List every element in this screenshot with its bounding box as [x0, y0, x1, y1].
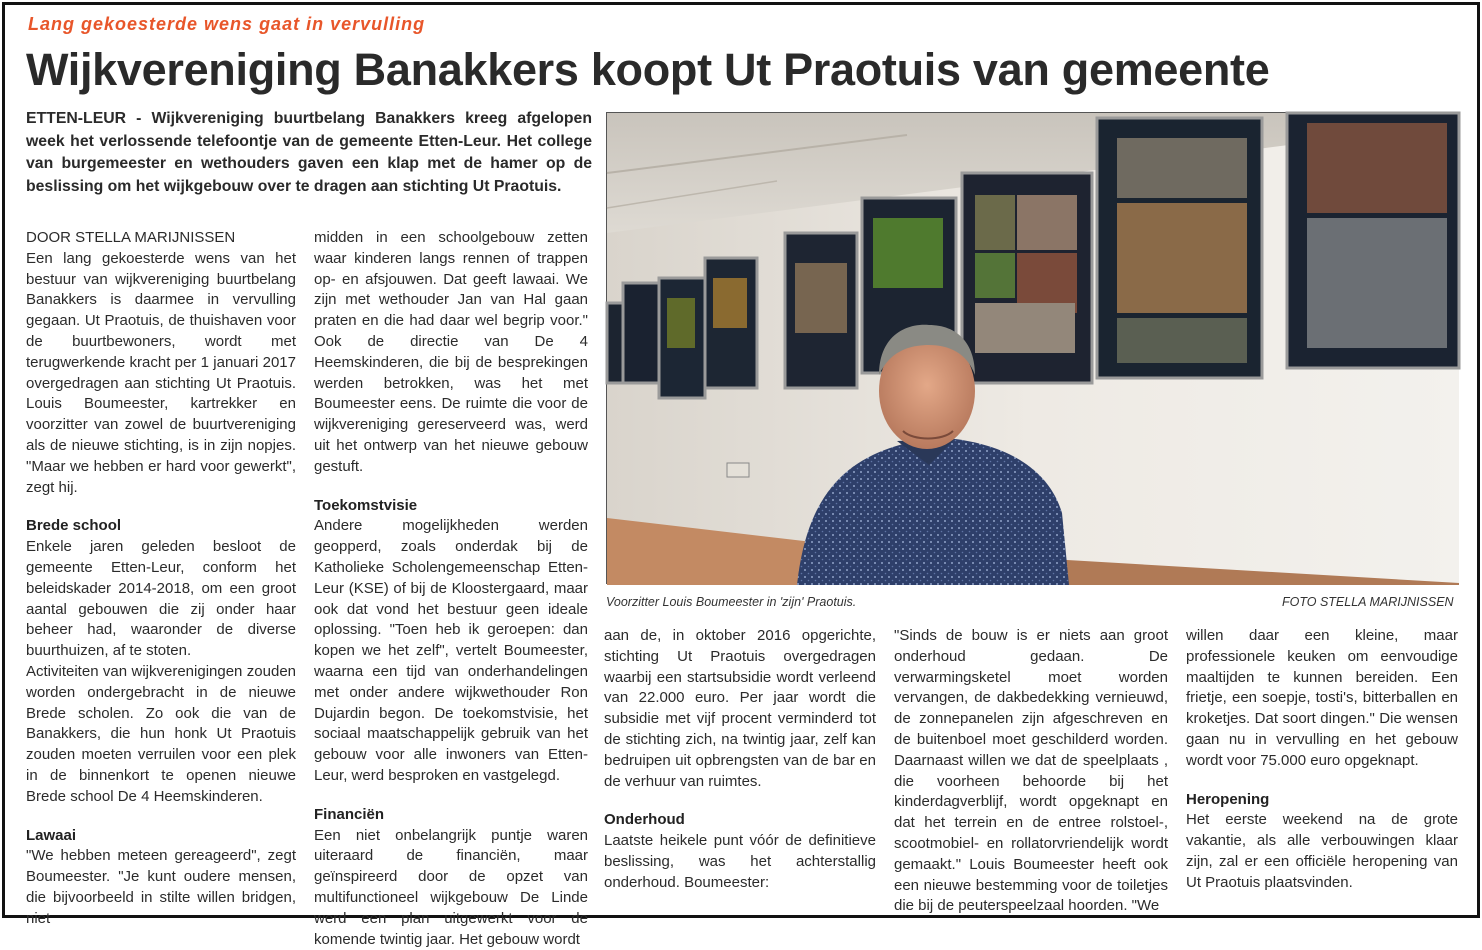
- paragraph: willen daar een kleine, maar professionele keuken om eenvoudige maaltijden te kunnen bereiden. Een frietje, een soepje, tosti's, bitterballen en kroketjes. Dat soort dingen." Die wensen gaan nu in vervulling en het gebouw wordt voor 75.000 euro opgeknapt.: [1186, 627, 1458, 769]
- column-4: [894, 626, 1168, 917]
- paragraph: "Sinds de bouw is er niets aan groot onderhoud gedaan. De verwarmingsketel moet worden vervangen, de dakbedekking vernieuwd, de zonnepanelen zijn afgeschreven en de buitenboel moet geschilderd worden. Daarnaast willen we dat de speelplaats , die voorheen behoorde bij het kinderdagverblijf, wordt opgeknapt en dat het terrein en de entree rolstoel-, scootmobiel- en rollatorvriendelijk wordt gemaakt." Louis Boumeester heeft ook een nieuwe bestemming voor de toiletjes die bij de peuterspeelzaal hoorden. "We: [894, 627, 1168, 915]
- byline: DOOR STELLA MARIJNISSEN: [26, 229, 236, 246]
- paragraph: Activiteiten van wijkverenigingen zouden worden ondergebracht in de nieuwe Brede scholen. Zo ook die van de Banakkers, die hun honk Ut Praotuis zouden moeten verruilen voor een plek in de binnenkort te openen nieuwe Brede school De 4 Heemskinderen.: [26, 662, 296, 805]
- paragraph: midden in een schoolgebouw zetten waar kinderen langs rennen of trappen op- en afsjouwen. Dat geeft lawaai. We zijn met wethouder Jan van Hal gaan praten en die had daar wel begrip voor." Ook de directie van De 4 Heemskinderen, die bij de besprekingen werden betrokken, was het met Boumeester eens. De ruimte die voor de wijkvereniging gereserveerd was, werd uit het ontwerp van het nieuwe gebouw gestuft.: [314, 229, 588, 475]
- paragraph: Een lang gekoesterde wens van het bestuur van wijkvereniging buurtbelang Banakkers is daarmee in vervulling gegaan. Ut Praotuis, de thuishaven voor de buurtbewoners, wordt met terugwerkende kracht per 1 januari 2017 overgedragen aan stichting Ut Praotuis. Louis Boumeester, kartrekker en voorzitter van zowel de buurtvereniging als de nieuwe stichting, is in zijn nopjes. "Maar we hebben er hard voor gewerkt", zegt hij.: [26, 249, 296, 496]
- subheading-heropening: Heropening: [1186, 790, 1270, 808]
- paragraph: Andere mogelijkheden werden geopperd, zoals onderdak bij de Katholieke Scholengemeenschap Etten-Leur (KSE) of bij de Kloostergaard, maar ook dat vond het bestuur geen ideale oplossing. "Toen heb ik geroepen: dan kopen we het zelf", vertelt Boumeester, waarna een tijd van onderhandelingen met onder andere wijkwethouder Ron Dujardin begon. De toekomstvisie, het sociaal maatschappelijk gebruik van het gebouw voor alle inwoners van Etten-Leur, werd besproken en vastgelegd.: [314, 517, 588, 784]
- subheading-toekomstvisie: Toekomstvisie: [314, 496, 418, 514]
- kicker: Lang gekoesterde wens gaat in vervulling: [28, 14, 426, 34]
- subheading-onderhoud: Onderhoud: [604, 811, 685, 829]
- column-2: [314, 228, 588, 950]
- paragraph: aan de, in oktober 2016 opgerichte, stichting Ut Praotuis overgedragen waarbij een startsubsidie wordt verleend van 22.000 euro. Per jaar wordt die subsidie met vijf procent verminderd tot de stichting zich, na twintig jaar, zelf kan bedruipen uit opbrengsten van de bar en de verhuur van ruimtes.: [604, 627, 876, 790]
- subheading-lawaai: Lawaai: [26, 826, 77, 844]
- column-5: [1186, 626, 1458, 894]
- headline: Wijkvereniging Banakkers koopt Ut Praotuis van gemeente: [26, 44, 1270, 95]
- paragraph: Enkele jaren geleden besloot de gemeente Etten-Leur, conform het beleidskader 2014-2018, om een groot aantal gebouwen die zij onder haar beheer had, waaronder de diverse buurthuizen, af te stoten.: [26, 538, 296, 660]
- paragraph: Het eerste weekend na de grote vakantie, als alle verbouwingen klaar zijn, zal er een officiële heropening van Ut Praotuis plaatsvinden.: [1186, 811, 1458, 891]
- subheading-financien: Financiën: [314, 805, 385, 823]
- photo-credit: FOTO STELLA MARIJNISSEN: [1282, 595, 1454, 609]
- article-photo: [606, 112, 1458, 584]
- column-3: [604, 626, 876, 894]
- photo-illustration: [607, 113, 1459, 585]
- paragraph: Een niet onbelangrijk puntje waren uiteraard de financiën, maar geïnspireerd door de opzet van multifunctioneel wijkgebouw De Linde werd een plan uitgewerkt voor de komende twintig jaar. Het gebouw wordt: [314, 826, 588, 948]
- subheading-brede-school: Brede school: [26, 517, 122, 535]
- column-1: [26, 228, 296, 930]
- photo-caption: Voorzitter Louis Boumeester in 'zijn' Praotuis.: [606, 595, 857, 609]
- lead-paragraph: ETTEN-LEUR - Wijkvereniging buurtbelang Banakkers kreeg afgelopen week het verlossende telefoontje van de gemeente Etten-Leur. Het college van burgemeester en wethouders gaven een klap met de hamer op de beslissing om het wijkgebouw over te dragen aan stichting Ut Praotuis.: [26, 110, 592, 195]
- paragraph: Laatste heikele punt vóór de definitieve beslissing, was het achterstallig onderhoud. Boumeester:: [604, 832, 876, 891]
- paragraph: "We hebben meteen gereageerd", zegt Boumeester. "Je kunt oudere mensen, die bijvoorbeeld in stilte willen bridgen, niet: [26, 847, 296, 927]
